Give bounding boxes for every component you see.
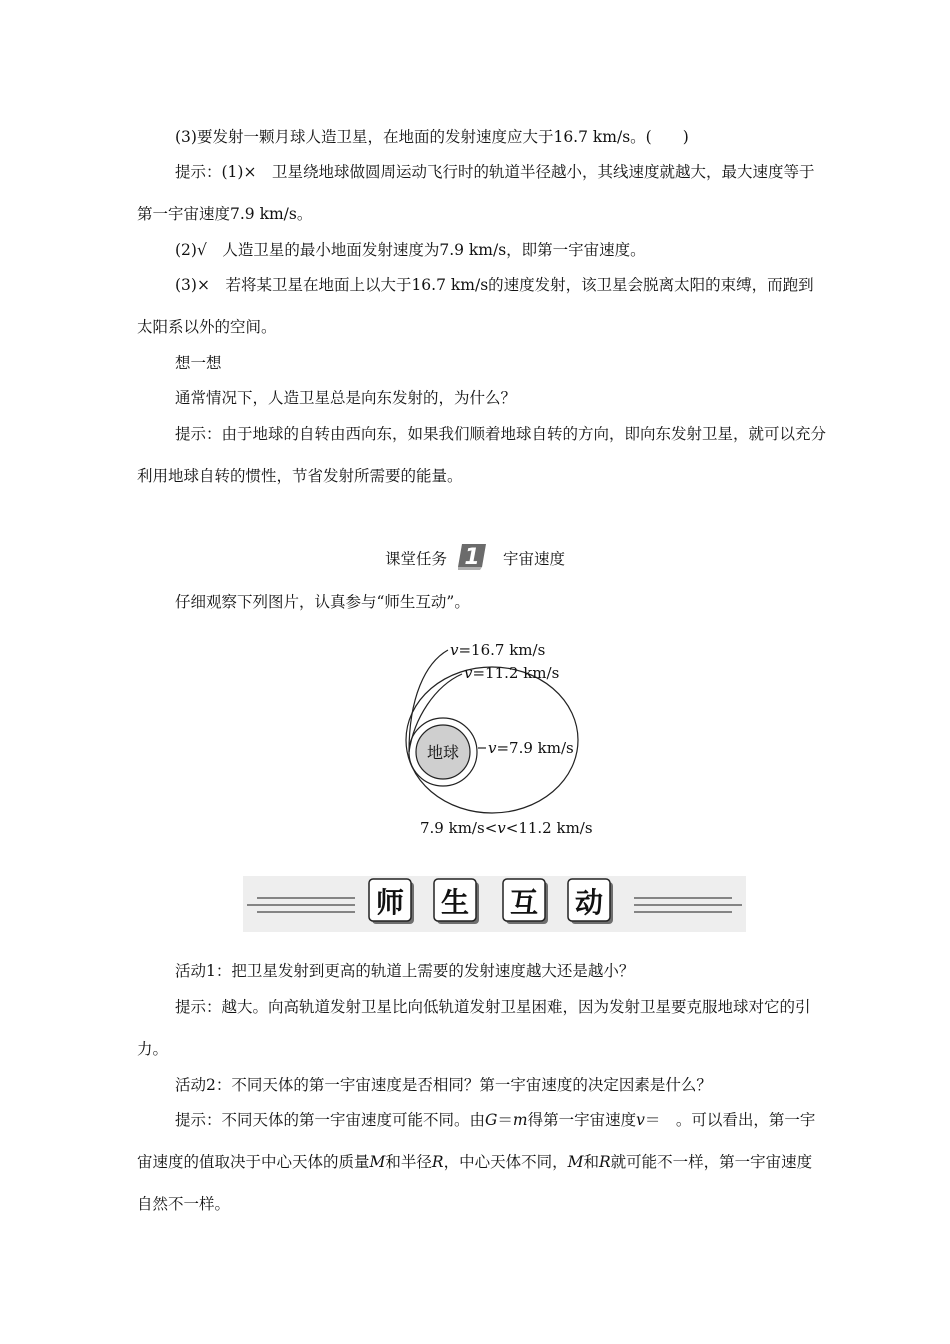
banner-char-box-3 <box>503 879 548 924</box>
hint-1: 提示：(1)× 卫星绕地球做圆周运动飞行时的轨道半径越小，其线速度就越大，最大速度等于第一宇宙速度7.9 km/s。 <box>137 163 815 223</box>
banner-char-box-4 <box>568 879 613 924</box>
think-title: 想一想 <box>175 354 222 372</box>
activity-2-question: 活动2：不同天体的第一宇宙速度是否相同？第一宇宙速度的决定因素是什么？ <box>175 1076 712 1094</box>
intro-text: 仔细观察下列图片，认真参与“师生互动”。 <box>175 593 470 611</box>
section-number: 1 <box>464 545 480 570</box>
banner-char-1: 师 <box>375 886 405 919</box>
banner-char-2: 生 <box>440 886 470 919</box>
banner-char-box-1 <box>369 879 414 924</box>
activity-1-answer: 提示：越大。向高轨道发射卫星比向低轨道发射卫星困难，因为发射卫星要克服地球对它的引力。 <box>137 998 811 1058</box>
section-number-badge <box>458 540 488 574</box>
label-11-2: v=11.2 km/s <box>464 664 560 682</box>
activity-1-question: 活动1：把卫星发射到更高的轨道上需要的发射速度越大还是越小？ <box>175 962 635 980</box>
hint-2: (2)√ 人造卫星的最小地面发射速度为7.9 km/s，即第一宇宙速度。 <box>175 241 646 259</box>
think-question: 通常情况下，人造卫星总是向东发射的，为什么？ <box>175 389 517 407</box>
orbit-diagram <box>400 628 600 840</box>
section-prefix: 课堂任务 <box>385 550 448 568</box>
banner-char-3: 互 <box>509 886 539 919</box>
label-7-9: v=7.9 km/s <box>488 739 574 757</box>
question-3: (3)要发射一颗月球人造卫星，在地面的发射速度应大于16.7 km/s。( ) <box>175 128 689 146</box>
label-ellipse-range: 7.9 km/s<v<11.2 km/s <box>420 819 593 837</box>
label-16-7: v=16.7 km/s <box>450 641 546 659</box>
hint-3: (3)× 若将某卫星在地面上以大于16.7 km/s的速度发射，该卫星会脱离太阳的束缚，而跑到太阳系以外的空间。 <box>137 276 814 336</box>
activity-2-answer: 提示：不同天体的第一宇宙速度可能不同。由G＝m得第一宇宙速度v＝ 。可以看出，第一宇宙速度的值取决于中心天体的质量M和半径R，中心天体不同，M和R就可能不一样，第一宇宙速度自然不一样。 <box>137 1111 816 1213</box>
earth-label: 地球 <box>426 743 460 762</box>
cosmic-velocity-figure <box>400 628 600 840</box>
banner-background <box>243 876 746 932</box>
section-title: 宇宙速度 <box>502 550 565 568</box>
interaction-banner <box>243 876 746 932</box>
think-answer: 提示：由于地球的自转由西向东，如果我们顺着地球自转的方向，即向东发射卫星，就可以充分利用地球自转的惯性，节省发射所需要的能量。 <box>137 425 827 485</box>
banner-char-box-2 <box>434 879 479 924</box>
section-heading <box>0 546 950 574</box>
banner-char-4: 动 <box>574 886 604 919</box>
